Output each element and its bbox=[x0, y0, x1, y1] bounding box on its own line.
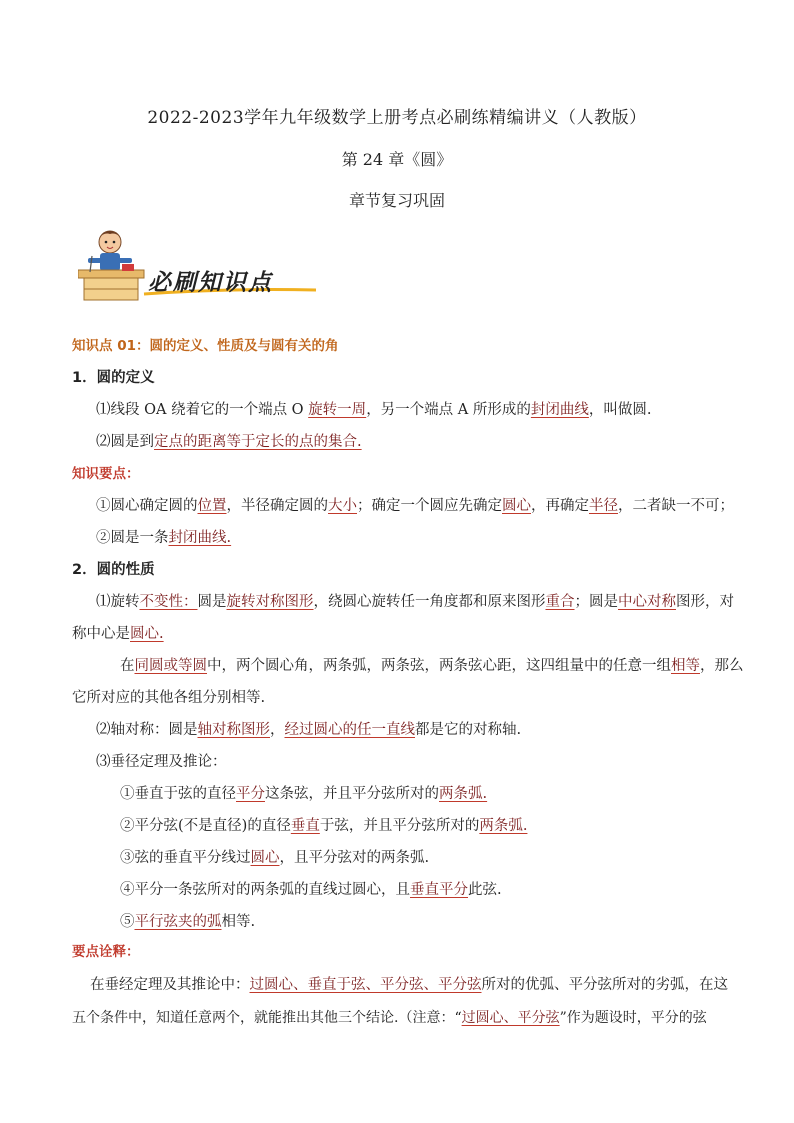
knowledge-point-label: 知识点 01：圆的定义、性质及与圆有关的角 bbox=[72, 338, 339, 354]
emphasis: 相等 bbox=[671, 658, 700, 674]
key-point-2 bbox=[96, 528, 231, 548]
definition-paragraph-2 bbox=[96, 432, 362, 452]
text: ，二者缺一不可； bbox=[618, 498, 734, 514]
text: ②平分弦(不是直径)的直径 bbox=[120, 818, 291, 834]
axial-symmetry-paragraph bbox=[96, 720, 521, 740]
theorem-item-3 bbox=[120, 848, 429, 868]
emphasis: 垂直平分 bbox=[410, 882, 468, 898]
text: 圆是 bbox=[197, 594, 227, 610]
emphasis: 不变性： bbox=[139, 594, 198, 610]
properties-paragraph-1 bbox=[96, 592, 734, 612]
theorem-item-1 bbox=[120, 784, 487, 804]
document-title: 2022-2023学年九年级数学上册考点必刷练精编讲义（人教版） bbox=[147, 108, 647, 128]
text: 称中心是 bbox=[72, 626, 130, 642]
text: ⑵轴对称：圆是 bbox=[96, 722, 198, 738]
emphasis: 圆心 bbox=[502, 498, 531, 514]
emphasis: 定点的距离等于定长的点的集合. bbox=[154, 434, 362, 450]
notes-paragraph-1 bbox=[90, 975, 728, 995]
properties-paragraph-2 bbox=[120, 656, 744, 676]
text: ，另一个端点 A 所形成的 bbox=[366, 402, 531, 418]
text: ③弦的垂直平分线过 bbox=[120, 850, 251, 866]
section-subtitle: 章节复习巩固 bbox=[348, 191, 445, 210]
emphasis: 轴对称图形 bbox=[197, 722, 270, 738]
emphasis: 旋转一周 bbox=[308, 402, 367, 418]
text: 五个条件中，知道任意两个，就能推出其他三个结论.（注意：“ bbox=[72, 1010, 462, 1026]
text: ⑵圆是到 bbox=[96, 434, 154, 450]
text: ， bbox=[270, 722, 285, 738]
emphasis: 旋转对称图形 bbox=[226, 594, 314, 610]
text: 图形，对 bbox=[676, 594, 734, 610]
text: 在 bbox=[120, 658, 135, 674]
section-heading-properties: 2．圆的性质 bbox=[72, 562, 155, 578]
emphasis: 大小 bbox=[328, 498, 357, 514]
emphasis: 经过圆心的任一直线 bbox=[284, 722, 415, 738]
banner-heading: 必刷知识点 bbox=[148, 270, 273, 296]
text: ，绕圆心旋转任一角度都和原来图形 bbox=[313, 594, 546, 610]
key-points-label: 知识要点： bbox=[72, 466, 140, 482]
emphasis: 封闭曲线 bbox=[530, 402, 589, 418]
text: ①垂直于弦的直径 bbox=[120, 786, 236, 802]
text: ，那么 bbox=[700, 658, 744, 674]
text: 这条弦，并且平分弦所对的 bbox=[265, 786, 439, 802]
emphasis: 圆心. bbox=[130, 626, 164, 642]
emphasis: 圆心 bbox=[250, 850, 280, 866]
text: 都是它的对称轴. bbox=[415, 722, 522, 738]
text: ”作为题设时，平分的弦 bbox=[559, 1010, 707, 1026]
text: 所对的优弧、平分弦所对的劣弧，在这 bbox=[481, 977, 728, 993]
text: ，叫做圆. bbox=[588, 402, 652, 418]
text: ②圆是一条 bbox=[96, 530, 169, 546]
theorem-item-4 bbox=[120, 880, 502, 900]
emphasis: 两条弧. bbox=[479, 818, 528, 834]
emphasis: 过圆心、垂直于弦、平分弦、平分弦 bbox=[249, 977, 482, 993]
properties-paragraph-1-cont bbox=[72, 624, 164, 644]
text: 于弦，并且平分弦所对的 bbox=[319, 818, 480, 834]
text: ；圆是 bbox=[574, 594, 618, 610]
emphasis: 封闭曲线. bbox=[168, 530, 232, 546]
properties-paragraph-2-cont: 它所对应的其他各组分别相等. bbox=[72, 690, 266, 706]
text: ，半径确定圆的 bbox=[226, 498, 328, 514]
text: 此弦. bbox=[468, 882, 502, 898]
text: ⑤ bbox=[120, 914, 135, 930]
notes-paragraph-2 bbox=[72, 1008, 707, 1028]
text: ，再确定 bbox=[531, 498, 589, 514]
emphasis: 重合 bbox=[545, 594, 575, 610]
emphasis: 两条弧. bbox=[439, 786, 488, 802]
text: ⑴线段 OA 绕着它的一个端点 O bbox=[96, 402, 309, 418]
theorem-item-5 bbox=[120, 912, 255, 932]
emphasis: 中心对称 bbox=[618, 594, 676, 610]
chapter-title: 第 24 章《圆》 bbox=[341, 150, 453, 169]
section-heading-definition: 1．圆的定义 bbox=[72, 370, 155, 386]
emphasis: 平行弦夹的弧 bbox=[134, 914, 222, 930]
emphasis: 平分 bbox=[236, 786, 265, 802]
text: ①圆心确定圆的 bbox=[96, 498, 198, 514]
emphasis: 半径 bbox=[589, 498, 618, 514]
theorem-heading: ⑶垂径定理及推论： bbox=[96, 754, 227, 770]
text: 在垂经定理及其推论中： bbox=[90, 977, 250, 993]
emphasis: 过圆心、平分弦 bbox=[461, 1010, 560, 1026]
text: ④平分一条弦所对的两条弧的直线过圆心，且 bbox=[120, 882, 410, 898]
text: 中，两个圆心角，两条弧，两条弦，两条弦心距，这四组量中的任意一组 bbox=[207, 658, 671, 674]
text: ⑴旋转 bbox=[96, 594, 140, 610]
notes-label: 要点诠释： bbox=[72, 944, 140, 960]
text: ，且平分弦对的两条弧. bbox=[279, 850, 430, 866]
emphasis: 位置 bbox=[197, 498, 227, 514]
text: 相等. bbox=[221, 914, 256, 930]
emphasis: 垂直 bbox=[290, 818, 320, 834]
emphasis: 同圆或等圆 bbox=[134, 658, 207, 674]
text: ；确定一个圆应先确定 bbox=[357, 498, 502, 514]
definition-paragraph-1 bbox=[96, 400, 652, 420]
theorem-item-2 bbox=[120, 816, 527, 836]
key-point-1 bbox=[96, 496, 734, 516]
